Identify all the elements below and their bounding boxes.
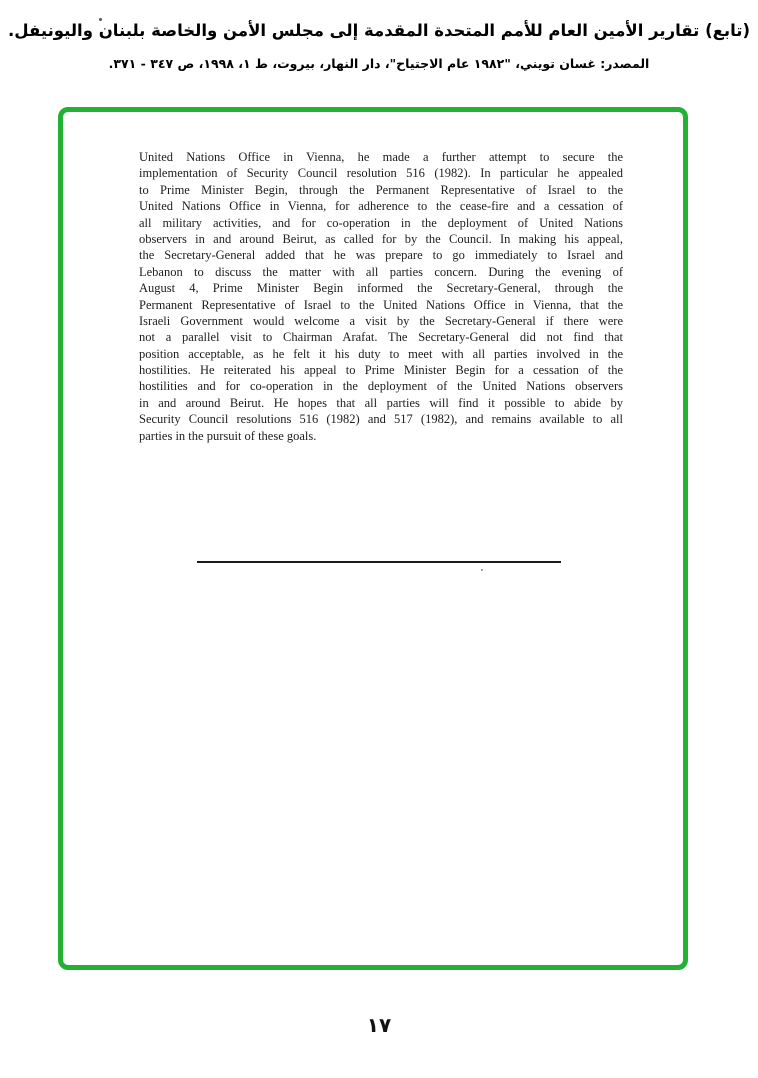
paragraph-line: the Secretary-General added that he was prepare to go immediately to Israel and [139, 248, 623, 263]
arabic-title: (تابع) تقارير الأمين العام للأمم المتحدة المقدمة إلى مجلس الأمن والخاصة بلبنان واليونيفل. [7, 21, 751, 40]
paragraph-line: in and around Beirut. He hopes that all parties will find it possible to abide by [139, 395, 623, 410]
paragraph-line: not a parallel visit to Chairman Arafat. The Secretary-General did not find that [139, 330, 623, 345]
arabic-source-citation: المصدر: غسان تويني، "١٩٨٢ عام الاجتياح"، دار النهار، بيروت، ط ١، ١٩٩٨، ص ٣٤٧ - ٣٧١. [108, 56, 650, 71]
paragraph-line: observers in and around Beirut, as called for by the Council. In making his appeal, [139, 231, 623, 246]
paragraph-line: hostilities and for co-operation in the deployment of the United Nations observers [139, 379, 623, 394]
paragraph-line: all military activities, and for co-operation in the deployment of United Nations [139, 215, 623, 230]
paragraph-line: Israeli Government would welcome a visit by the Secretary-General if there were [139, 313, 623, 328]
paragraph-line: Security Council resolutions 516 (1982) and 517 (1982), and remains available to all [139, 412, 623, 427]
document-paragraph [139, 149, 623, 444]
paragraph-line: implementation of Security Council resolution 516 (1982). In particular he appealed [139, 166, 623, 181]
page-number: ١٧ [366, 1013, 392, 1037]
paragraph-line: parties in the pursuit of these goals. [139, 428, 317, 443]
paragraph-line: United Nations Office in Vienna, he made a further attempt to secure the [139, 150, 623, 164]
paragraph-line: hostilities. He reiterated his appeal to Prime Minister Begin for a cessation of the [139, 363, 623, 378]
paragraph-line: Lebanon to discuss the matter with all parties concern. During the evening of [139, 264, 623, 279]
paragraph-line: August 4, Prime Minister Begin informed the Secretary-General, through the [139, 281, 623, 296]
scan-artifact-dot [481, 569, 483, 571]
paragraph-line: position acceptable, as he felt it his duty to meet with all parties involved in the [139, 346, 623, 361]
horizontal-divider [197, 561, 561, 563]
paragraph-line: to Prime Minister Begin, through the Permanent Representative of Israel to the [139, 182, 623, 197]
paragraph-line: United Nations Office in Vienna, for adherence to the cease-fire and a cessation of [139, 199, 623, 214]
paragraph-line: Permanent Representative of Israel to the United Nations Office in Vienna, that the [139, 297, 623, 312]
